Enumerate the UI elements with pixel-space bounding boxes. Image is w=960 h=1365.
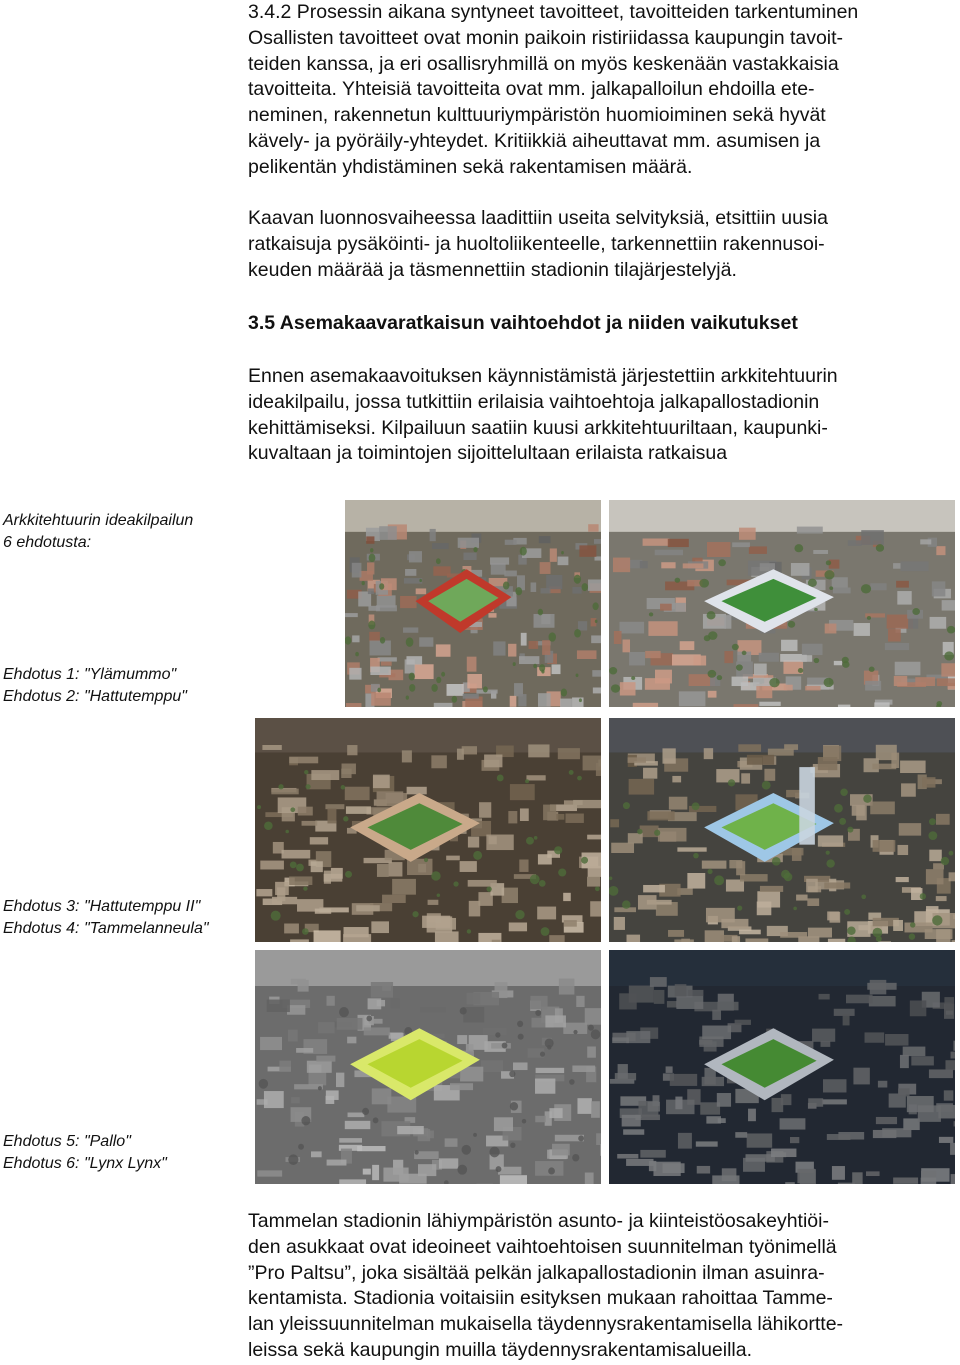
aerial-render-graphic bbox=[345, 500, 601, 707]
competition-caption bbox=[3, 510, 248, 554]
caption-line: Arkkitehtuurin ideakilpailun bbox=[3, 512, 194, 529]
caption-line: Ehdotus 6: "Lynx Lynx" bbox=[3, 1155, 167, 1172]
aerial-render-graphic bbox=[609, 950, 955, 1184]
text-line: pelikentän yhdistäminen sekä rakentamisen määrä. bbox=[248, 155, 693, 178]
goals-heading-line: 3.4.2 Prosessin aikana syntyneet tavoitteet, tavoitteiden tarkentuminen bbox=[248, 1, 859, 23]
competition-paragraph bbox=[248, 364, 948, 467]
text-line: kehittämiseksi. Kilpailuun saatiin kuusi arkkitehtuuriltaan, kaupunki- bbox=[248, 416, 828, 439]
text-line: teiden kanssa, ja eri osallisryhmillä on myös keskenään vastakkaisia bbox=[248, 52, 839, 75]
text-line: ideakilpailu, jossa tutkittiin erilaisia vaihtoehtoja jalkapallostadionin bbox=[248, 390, 820, 413]
text-line: neminen, rakennetun kulttuuriympäristön huomioiminen sekä hyvät bbox=[248, 104, 826, 127]
proposal-caption-3-4 bbox=[3, 896, 248, 940]
caption-line: 6 ehdotusta: bbox=[3, 534, 92, 551]
aerial-render-graphic bbox=[255, 950, 601, 1184]
text-line: ”Pro Paltsu”, joka sisältää pelkän jalkapallostadionin ilman asuinra- bbox=[248, 1261, 825, 1284]
text-line: Ennen asemakaavoituksen käynnistämistä järjestettiin arkkitehtuurin bbox=[248, 365, 838, 387]
proposal-caption-5-6 bbox=[3, 1131, 248, 1175]
aerial-render-graphic bbox=[609, 500, 955, 707]
proposal-3-render bbox=[255, 718, 601, 942]
aerial-render-graphic bbox=[609, 718, 955, 942]
goals-paragraph bbox=[248, 0, 948, 181]
text-line: leissa sekä kaupungin muilla täydennysrakentamisalueilla. bbox=[248, 1338, 753, 1361]
text-line: kentamista. Stadionia voitaisiin esityksen mukaan rahoittaa Tamme- bbox=[248, 1287, 833, 1310]
caption-line: Ehdotus 4: "Tammelanneula" bbox=[3, 920, 209, 937]
text-line: kuvaltaan ja toimintojen sijoittelultaan erilaista ratkaisua bbox=[248, 442, 728, 465]
aerial-render-graphic bbox=[255, 718, 601, 942]
text-line: Tammelan stadionin lähiympäristön asunto- ja kiinteistöosakeyhtiöi- bbox=[248, 1210, 829, 1232]
caption-line: Ehdotus 1: "Ylämummo" bbox=[3, 666, 177, 683]
sketch-paragraph bbox=[248, 206, 948, 283]
caption-line: Ehdotus 2: "Hattutemppu" bbox=[3, 688, 187, 705]
caption-line: Ehdotus 5: "Pallo" bbox=[3, 1133, 131, 1150]
text-line: tavoitteita. Yhteisiä tavoitteita ovat mm. jalkapalloilun ehdoilla ete- bbox=[248, 78, 815, 101]
text-line: keuden määrää ja täsmennettiin stadionin tilajärjestelyjä. bbox=[248, 258, 737, 281]
text-line: kävely- ja pyöräily-yhteydet. Kritiikkiä aiheuttavat mm. asumisen ja bbox=[248, 129, 821, 152]
text-line: den asukkaat ovat ideoineet vaihtoehtoisen suunnitelman työnimellä bbox=[248, 1235, 837, 1258]
proposal-1-render bbox=[345, 500, 601, 707]
text-line: Osallisten tavoitteet ovat monin paikoin ristiriidassa kaupungin tavoit- bbox=[248, 26, 844, 49]
proposal-6-render bbox=[609, 950, 955, 1184]
text-line: Kaavan luonnosvaiheessa laadittiin useita selvityksiä, etsittiin uusia bbox=[248, 207, 828, 229]
proposal-4-render bbox=[609, 718, 955, 942]
proposal-2-render bbox=[609, 500, 955, 707]
residents-paragraph bbox=[248, 1209, 948, 1364]
section-heading: 3.5 Asemakaavaratkaisun vaihtoehdot ja niiden vaikutukset bbox=[248, 312, 798, 334]
text-line: ratkaisuja pysäköinti- ja huoltoliikenteelle, tarkennettiin rakennusoi- bbox=[248, 232, 825, 255]
text-line: lan yleissuunnitelman mukaisella täydennysrakentamisella lähikortte- bbox=[248, 1313, 844, 1336]
proposal-5-render bbox=[255, 950, 601, 1184]
caption-line: Ehdotus 3: "Hattutemppu II" bbox=[3, 898, 201, 915]
proposal-caption-1-2 bbox=[3, 664, 248, 708]
